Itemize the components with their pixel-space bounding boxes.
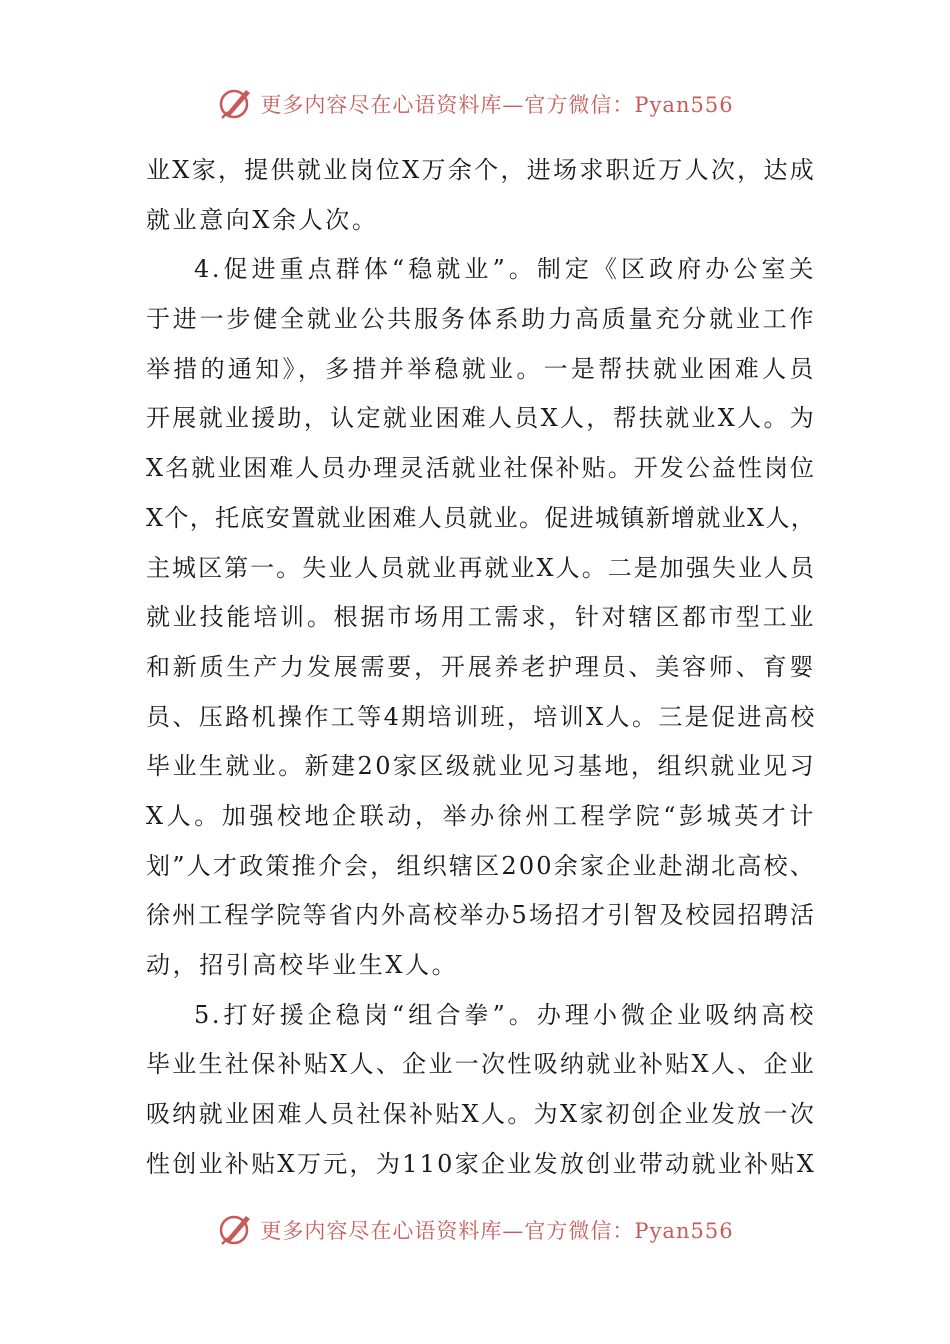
text-line: X个，托底安置就业困难人员就业。促进城镇新增就业X人， — [146, 503, 816, 532]
feather-pen-logo-icon — [216, 84, 256, 124]
text-line: 主城区第一。失业人员就业再就业X人。二是加强失业人员 — [146, 553, 816, 582]
text-line: 开展就业援助，认定就业困难人员X人，帮扶就业X人。为 — [146, 404, 816, 433]
text-line: 毕业生社保补贴X人、企业一次性吸纳就业补贴X人、企业 — [146, 1050, 816, 1079]
text-line: 划”人才政策推介会，组织辖区200余家企业赴湖北高校、 — [146, 851, 816, 880]
document-body — [146, 146, 816, 1189]
text-line: 性创业补贴X万元，为110家企业发放创业带动就业补贴X — [146, 1149, 816, 1178]
text-line: 就业技能培训。根据市场用工需求，针对辖区都市型工业 — [146, 603, 816, 632]
header-banner — [0, 84, 950, 124]
text-line: 徐州工程学院等省内外高校举办5场招才引智及校园招聘活 — [146, 901, 816, 930]
text-line: 于进一步健全就业公共服务体系助力高质量充分就业工作 — [146, 305, 816, 334]
text-line: 动，招引高校毕业生X人。 — [146, 951, 459, 979]
footer-banner-text: 更多内容尽在心语资料库—官方微信：Pyan556 — [260, 1219, 734, 1243]
paragraph-heading-line: 5.打好援企稳岗“组合拳”。办理小微企业吸纳高校 — [194, 1000, 816, 1029]
text-line: X人。加强校地企联动，举办徐州工程学院“彭城英才计 — [146, 801, 816, 830]
header-banner-text: 更多内容尽在心语资料库—官方微信：Pyan556 — [260, 93, 734, 117]
text-line: X名就业困难人员办理灵活就业社保补贴。开发公益性岗位 — [146, 454, 816, 483]
text-line: 就业意向X余人次。 — [146, 205, 379, 234]
text-line: 举措的通知》，多措并举稳就业。一是帮扶就业困难人员 — [146, 354, 816, 383]
paragraph-heading-line: 4.促进重点群体“稳就业”。制定《区政府办公室关 — [194, 255, 816, 284]
text-line: 业X家，提供就业岗位X万余个，进场求职近万人次，达成 — [146, 156, 816, 184]
text-line: 吸纳就业困难人员社保补贴X人。为X家初创企业发放一次 — [146, 1100, 816, 1129]
text-line: 员、压路机操作工等4期培训班，培训X人。三是促进高校 — [146, 702, 817, 731]
text-line: 和新质生产力发展需要，开展养老护理员、美容师、育婴 — [146, 652, 816, 681]
text-line: 毕业生就业。新建20家区级就业见习基地，组织就业见习 — [146, 752, 816, 781]
feather-pen-logo-icon — [216, 1210, 256, 1250]
footer-banner — [0, 1210, 950, 1250]
